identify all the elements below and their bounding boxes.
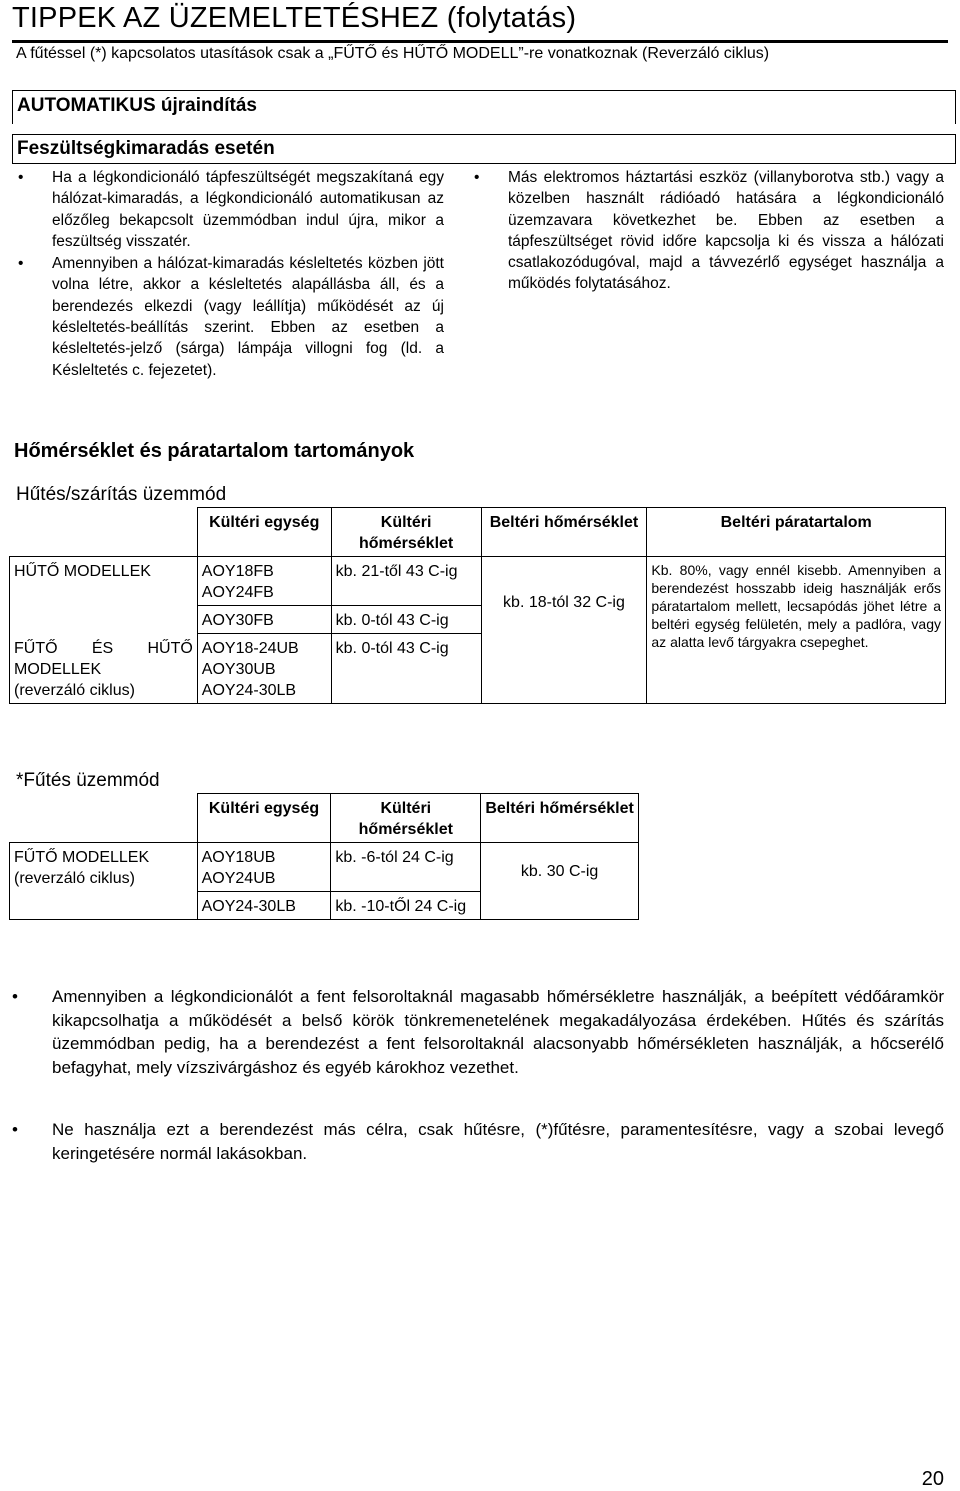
outdoor-temp-cell: kb. 0-tól 43 C-ig: [331, 606, 481, 634]
bullet-icon: •: [18, 255, 24, 273]
header-indoor-humidity: Beltéri páratartalom: [647, 508, 946, 557]
outdoor-temp-cell: kb. 0-tól 43 C-ig: [331, 634, 481, 704]
auto-restart-right-column: [470, 167, 944, 295]
humidity-cell: Kb. 80%, vagy ennél kisebb. Amennyiben a berendezést hosszabb ideig használják erős páratartalom mellett, lecsapódás jöhet létre a beltéri egység felületén, mely a padlóra, vagy az alatta levő tárgyakra csepeghet.: [647, 557, 946, 704]
page-number: 20: [921, 1468, 944, 1490]
cooling-range-table: [9, 507, 946, 704]
page-title: TIPPEK AZ ÜZEMELTETÉSHEZ (folytatás): [12, 2, 577, 34]
header-outdoor-unit: Kültéri egység: [197, 508, 331, 557]
bullet-icon: •: [12, 1120, 18, 1139]
list-item: • Ha a légkondicionáló tápfeszültségét megszakítaná egy hálózat-kimaradás, a légkondicionáló automatikusan az előzőleg bekapcsolt üzemmódban indul újra, mikor a feszültség visszatér.: [18, 169, 444, 250]
table-row: [10, 843, 639, 892]
heating-mode-heading: *Fűtés üzemmód: [16, 770, 160, 791]
note-item: • Ne használja ezt a berendezést más célra, csak hűtésre, (*)fűtésre, paramentesítésre, vagy a szobai levegő keringetésére normál lakásokban.: [12, 1120, 944, 1163]
ranges-heading: Hőmérséklet és páratartalom tartományok: [14, 440, 415, 462]
bullet-icon: •: [474, 169, 480, 186]
page-subtitle: A fűtéssel (*) kapcsolatos utasítások csak a „FŰTŐ és HŰTŐ MODELL”-re vonatkoznak (Reverzáló ciklus): [16, 45, 770, 62]
outdoor-temp-cell: kb. -6-tól 24 C-ig: [331, 843, 481, 892]
power-failure-heading: Feszültségkimaradás esetén: [12, 134, 956, 164]
heating-range-table: [9, 793, 639, 920]
indoor-temp-cell: kb. 30 C-ig: [481, 843, 639, 920]
note-item: • Amennyiben a légkondicionálót a fent felsoroltaknál magasabb hőmérsékletre használják, a beépített védőáramkör kikapcsolhatja a működését a belső körök tönkremenetelének megakadályozása érdekében. Hűtés és szárítás üzemmódban pedig, ha a berendezést a fent felsoroltaknál alacsonyabb hőmérsékleten használják, a hőcserélő befagyhat, mely vízszivárgáshoz és egyéb károkhoz vezethet.: [12, 987, 944, 1077]
unit-cell: AOY18UB AOY24UB: [197, 843, 331, 892]
header-outdoor-unit: Kültéri egység: [197, 794, 331, 843]
header-outdoor-temp: Kültéri hőmérséklet: [331, 794, 481, 843]
auto-restart-heading: AUTOMATIKUS újraindítás: [12, 90, 956, 124]
unit-cell: AOY18-24UB AOY30UB AOY24-30LB: [197, 634, 331, 704]
header-indoor-temp: Beltéri hőmérséklet: [481, 794, 639, 843]
header-outdoor-temp: Kültéri hőmérséklet: [331, 508, 481, 557]
indoor-temp-cell: kb. 18-tól 32 C-ig: [481, 557, 647, 704]
header-indoor-temp: Beltéri hőmérséklet: [481, 508, 647, 557]
title-rule: [12, 40, 948, 43]
unit-cell: AOY18FB AOY24FB: [197, 557, 331, 606]
list-item: • Amennyiben a hálózat-kimaradás késleltetés közben jött volna létre, akkor a késleltetés alapállásba áll, és a berendezés elkezdi (vagy leállítja) működését az új késleltetés-beállítás szerint. Ebben az esetben a késleltetés-jelző (sárga) lámpája villogni fog (ld. a Késleltetés c. fejezetet).: [18, 255, 444, 379]
model-cell: FŰTŐ ÉS HŰTŐ MODELLEK (reverzáló ciklus): [10, 634, 198, 704]
unit-cell: AOY24-30LB: [197, 892, 331, 920]
list-item: • Más elektromos háztartási eszköz (villanyborotva stb.) vagy a közelben használt rádióadó hatására a légkondicionáló üzemzavara következhet be. Ebben az esetben a tápfeszültséget rövid időre kapcsolja ki és vissza a hálózati csatlakozódugóval, majd a távvezérlő egységet használja a működés folytatásához.: [474, 169, 944, 293]
auto-restart-left-column: [14, 167, 444, 381]
bullet-icon: •: [12, 987, 18, 1006]
bullet-icon: •: [18, 169, 24, 186]
outdoor-temp-cell: kb. 21-től 43 C-ig: [331, 557, 481, 606]
model-cell: FŰTŐ MODELLEK (reverzáló ciklus): [10, 843, 198, 920]
cooling-mode-heading: Hűtés/szárítás üzemmód: [16, 484, 227, 505]
outdoor-temp-cell: kb. -10-tŐl 24 C-ig: [331, 892, 481, 920]
model-cell: HŰTŐ MODELLEK: [10, 557, 198, 634]
unit-cell: AOY30FB: [197, 606, 331, 634]
table-row: [10, 557, 946, 606]
